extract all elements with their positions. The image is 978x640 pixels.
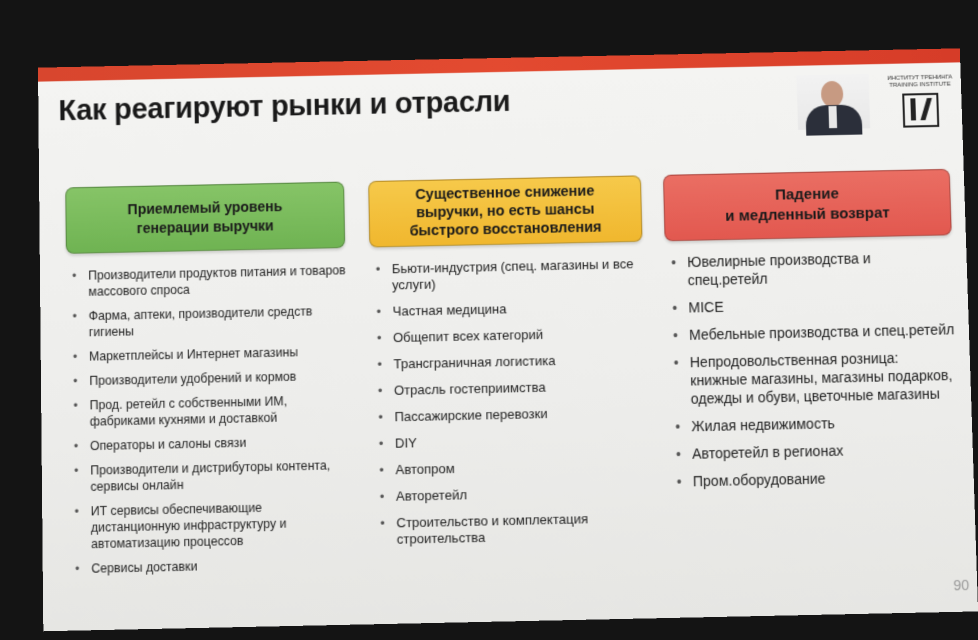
logo-text-en: TRAINING INSTITUTE: [889, 81, 951, 89]
column-header-yellow: [368, 175, 642, 247]
header-line: генерации выручки: [136, 217, 274, 237]
column-fall-slow-return: [663, 169, 960, 500]
list-item: • DIY: [373, 430, 648, 452]
list-item: • Непродовольственная розница: книжные магазины, магазины подарков, одежды и обуви, цветочные магазины: [667, 347, 957, 408]
list-item: • Пассажирские перевозки: [372, 404, 647, 426]
list-item: • Общепит всех категорий: [371, 325, 645, 347]
list-item: • Сервисы доставки: [69, 555, 351, 577]
list-item: • ИТ сервисы обеспечивающие дистанционную инфраструктуру и автоматизацию процессов: [68, 498, 350, 553]
list-item: • Фарма, аптеки, производители средств гигиены: [66, 303, 346, 341]
list-item: • Жилая недвижимость: [669, 411, 958, 435]
list-item: • Строительство и комплектация строительства: [374, 510, 650, 549]
logo-text-ru: ИНСТИТУТ ТРЕНИНГА: [887, 74, 953, 82]
header-line: Падение: [774, 185, 840, 204]
list-item: • Операторы и салоны связи: [68, 432, 349, 454]
list-item: • Трансграничная логистика: [371, 351, 645, 373]
list-item: • Пром.оборудование: [670, 466, 959, 490]
column-header-green: [65, 182, 345, 254]
logo-mark-icon: [902, 93, 939, 128]
list-item: • Частная медицина: [370, 298, 644, 320]
list-item: • Прод. ретейл с собственными ИМ, фабриками кухнями и доставкой: [67, 392, 348, 430]
list-item: • Производители и дистрибуторы контента, сервисы онлайн: [68, 457, 349, 496]
list-item: • Отрасль гостеприимства: [372, 377, 647, 399]
list-item: • Ювелирные производства и спец.ретейл: [665, 247, 953, 289]
industry-list: [370, 256, 650, 548]
header-line: Приемлемый уровень: [127, 197, 283, 218]
header-line: выручки, но есть шансы: [415, 201, 595, 222]
slide-title: Как реагируют рынки и отрасли: [58, 85, 511, 128]
column-header-red: [663, 169, 952, 241]
speaker-photo: [797, 74, 871, 130]
list-item: • MICE: [666, 293, 954, 317]
column-significant-decline: [368, 175, 650, 558]
header-line: Существенное снижение: [415, 183, 595, 204]
header-line: и медленный возврат: [725, 204, 891, 225]
industry-list: [665, 247, 960, 491]
list-item: • Производители продуктов питания и товаров массового спроса: [66, 262, 346, 300]
list-item: • Мебельные производства и спец.ретейл: [667, 320, 955, 344]
header-line: быстрого восстановления: [409, 219, 602, 240]
training-institute-logo: [885, 74, 957, 134]
industry-list: [66, 262, 351, 577]
list-item: • Бьюти-индустрия (спец. магазины и все услуги): [370, 256, 644, 294]
list-item: • Авторетейл: [374, 483, 649, 505]
list-item: • Маркетплейсы и Интернет магазины: [67, 343, 347, 365]
list-item: • Производители удобрений и кормов: [67, 367, 347, 389]
list-item: • Авторетейл в регионах: [670, 439, 959, 463]
list-item: • Автопром: [373, 457, 648, 479]
presentation-slide: [38, 48, 978, 631]
page-number: 90: [953, 576, 970, 594]
column-acceptable-revenue: [65, 182, 351, 586]
